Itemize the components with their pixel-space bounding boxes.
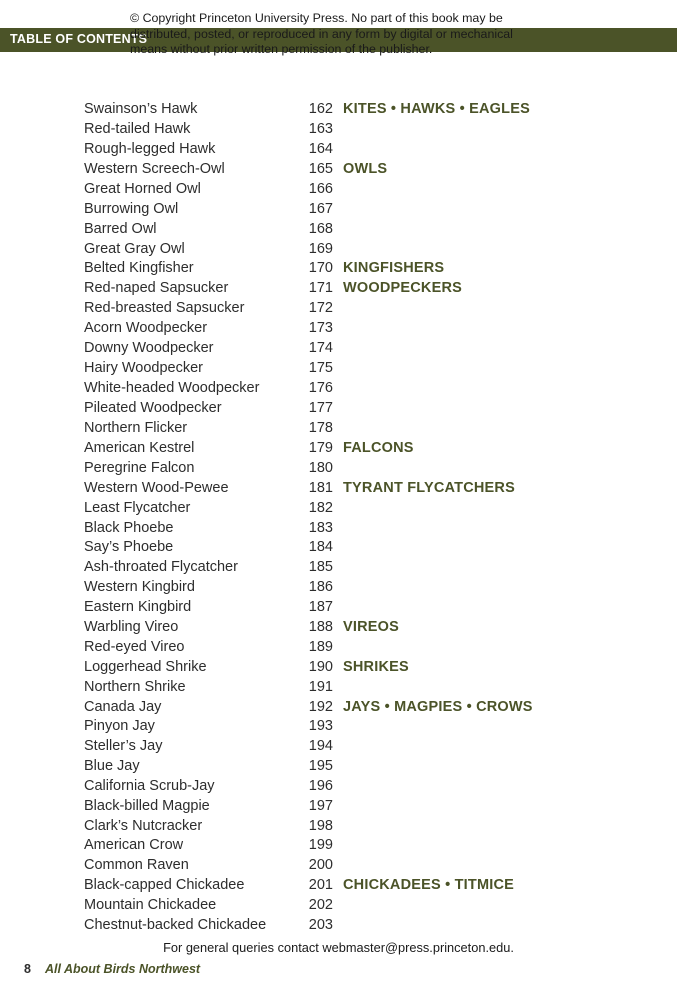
species-name: Hairy Woodpecker: [84, 360, 204, 377]
page-number-ref: 166: [308, 180, 333, 197]
page-number-ref: 176: [308, 380, 333, 397]
toc-row: [0, 119, 677, 139]
toc-row: [0, 458, 677, 478]
species-name: Eastern Kingbird: [84, 599, 192, 616]
species-name: Great Horned Owl: [84, 180, 201, 197]
species-name: Black-billed Magpie: [84, 797, 210, 814]
toc-row: [0, 398, 677, 418]
page-number-ref: 168: [308, 220, 333, 237]
species-name: Peregrine Falcon: [84, 459, 195, 476]
page-number-ref: 201: [308, 877, 333, 894]
species-name: Western Wood-Pewee: [84, 479, 229, 496]
species-name: Red-naped Sapsucker: [84, 280, 229, 297]
page-number-ref: 177: [308, 399, 333, 416]
species-name: Red-eyed Vireo: [84, 639, 185, 656]
family-heading: CHICKADEES • TITMICE: [343, 877, 514, 894]
page-number-ref: 165: [308, 160, 333, 177]
toc-row: [0, 239, 677, 259]
page-number-ref: 162: [308, 101, 333, 117]
page-number-ref: 191: [308, 678, 333, 695]
species-name: Western Screech-Owl: [84, 160, 225, 177]
contact-line: For general queries contact webmaster@press.princeton.edu.: [163, 940, 514, 955]
book-title: All About Birds Northwest: [45, 962, 201, 976]
family-heading: KINGFISHERS: [343, 260, 445, 277]
species-name: Burrowing Owl: [84, 200, 179, 217]
species-name: Say’s Phoebe: [84, 539, 174, 556]
toc-row: [0, 855, 677, 875]
species-name: Red-breasted Sapsucker: [84, 300, 245, 317]
page-number-ref: 193: [308, 718, 333, 734]
species-name: Downy Woodpecker: [84, 340, 214, 357]
page-number-ref: 187: [308, 599, 333, 616]
toc-row: [0, 298, 677, 318]
family-heading: TYRANT FLYCATCHERS: [343, 479, 515, 496]
toc-row: [0, 159, 677, 179]
page-number-ref: 173: [308, 320, 333, 337]
toc-row: [0, 697, 677, 717]
species-name: Northern Flicker: [84, 419, 188, 436]
toc-row: [0, 657, 677, 677]
page-number-ref: 181: [308, 479, 333, 496]
toc-row: [0, 199, 677, 219]
species-name: Black Phoebe: [84, 519, 174, 536]
toc-row: [0, 318, 677, 338]
species-name: Black-capped Chickadee: [84, 877, 245, 894]
species-name: Rough-legged Hawk: [84, 140, 216, 157]
page-number-ref: 203: [308, 917, 333, 933]
toc-row: [0, 617, 677, 637]
species-name: Ash-throated Flycatcher: [84, 559, 238, 576]
toc-row: [0, 796, 677, 816]
toc-row: [0, 139, 677, 159]
family-heading: OWLS: [343, 160, 388, 177]
page-number-ref: 167: [308, 200, 333, 217]
page-number-ref: 194: [308, 737, 333, 754]
toc-row: [0, 418, 677, 438]
toc-row: [0, 776, 677, 796]
species-name: Common Raven: [84, 857, 189, 874]
page-number: 8: [24, 962, 31, 976]
species-name: Least Flycatcher: [84, 499, 191, 516]
toc-row: [0, 378, 677, 398]
toc-row: [0, 736, 677, 756]
toc-row: [0, 179, 677, 199]
species-name: Mountain Chickadee: [84, 897, 217, 914]
family-heading: KITES • HAWKS • EAGLES: [343, 101, 530, 117]
page-number-ref: 192: [308, 698, 333, 715]
species-name: Steller’s Jay: [84, 737, 163, 754]
species-name: Blue Jay: [84, 757, 140, 774]
toc-row: [0, 278, 677, 298]
species-name: Loggerhead Shrike: [84, 659, 207, 676]
toc-row: [0, 338, 677, 358]
toc-row: [0, 637, 677, 657]
toc-row: [0, 99, 677, 119]
family-heading: VIREOS: [343, 619, 399, 636]
toc-row: [0, 258, 677, 278]
page-number-ref: 163: [308, 120, 333, 137]
family-heading: JAYS • MAGPIES • CROWS: [343, 698, 533, 715]
toc-row: [0, 716, 677, 736]
page-number-ref: 169: [308, 240, 333, 257]
page-number-ref: 184: [308, 539, 333, 556]
species-name: White-headed Woodpecker: [84, 380, 260, 397]
page-number-ref: 189: [308, 639, 333, 656]
page-number-ref: 180: [308, 459, 333, 476]
page-number-ref: 199: [308, 837, 333, 854]
page-number-ref: 171: [308, 280, 333, 297]
page-number-ref: 197: [308, 797, 333, 814]
family-heading: WOODPECKERS: [343, 280, 463, 297]
toc-row: [0, 537, 677, 557]
species-name: Chestnut-backed Chickadee: [84, 917, 267, 933]
family-heading: SHRIKES: [343, 659, 409, 676]
family-heading: FALCONS: [343, 439, 414, 456]
species-name: Pileated Woodpecker: [84, 399, 222, 416]
toc-row: [0, 895, 677, 915]
page-number-ref: 198: [308, 817, 333, 834]
page-number-ref: 179: [308, 439, 333, 456]
toc-row: [0, 219, 677, 239]
species-name: Acorn Woodpecker: [84, 320, 208, 337]
species-name: Great Gray Owl: [84, 240, 185, 257]
page-number-ref: 170: [308, 260, 333, 277]
toc-row: [0, 518, 677, 538]
page-number-ref: 164: [308, 140, 333, 157]
page-number-ref: 175: [308, 360, 333, 377]
species-name: California Scrub-Jay: [84, 777, 215, 794]
species-name: Red-tailed Hawk: [84, 120, 191, 137]
toc-row: [0, 577, 677, 597]
page-number-ref: 202: [308, 897, 333, 914]
species-name: Swainson’s Hawk: [84, 101, 198, 117]
page-number-ref: 190: [308, 659, 333, 676]
copyright-notice: © Copyright Princeton University Press. No part of this book may be distributed, posted, or reproduced in any form by digital or mechanical means without prior written permission of the publisher.: [130, 11, 513, 56]
toc-row: [0, 358, 677, 378]
toc-row: [0, 756, 677, 776]
species-name: American Kestrel: [84, 439, 195, 456]
species-name: American Crow: [84, 837, 184, 854]
species-name: Western Kingbird: [84, 579, 195, 596]
page-number-ref: 185: [308, 559, 333, 576]
species-name: Canada Jay: [84, 698, 162, 715]
page-number-ref: 178: [308, 419, 333, 436]
section-label: TABLE OF CONTENTS: [10, 32, 148, 46]
toc-row: [0, 597, 677, 617]
species-name: Barred Owl: [84, 220, 157, 237]
page-number-ref: 195: [308, 757, 333, 774]
species-name: Belted Kingfisher: [84, 260, 194, 277]
species-name: Warbling Vireo: [84, 619, 179, 636]
toc-row: [0, 557, 677, 577]
page-number-ref: 196: [308, 777, 333, 794]
toc-row: [0, 835, 677, 855]
toc-row: [0, 438, 677, 458]
page-number-ref: 188: [308, 619, 333, 636]
page-number-ref: 200: [308, 857, 333, 874]
species-name: Northern Shrike: [84, 678, 186, 695]
toc-row: [0, 816, 677, 836]
page-number-ref: 183: [308, 519, 333, 536]
page-number-ref: 186: [308, 579, 333, 596]
page-number-ref: 174: [308, 340, 333, 357]
toc-row: [0, 875, 677, 895]
toc-row: [0, 498, 677, 518]
toc-row: [0, 915, 677, 935]
species-name: Clark’s Nutcracker: [84, 817, 203, 834]
toc-row: [0, 677, 677, 697]
species-name: Pinyon Jay: [84, 718, 155, 734]
toc-row: [0, 478, 677, 498]
page-number-ref: 182: [308, 499, 333, 516]
page-number-ref: 172: [308, 300, 333, 317]
